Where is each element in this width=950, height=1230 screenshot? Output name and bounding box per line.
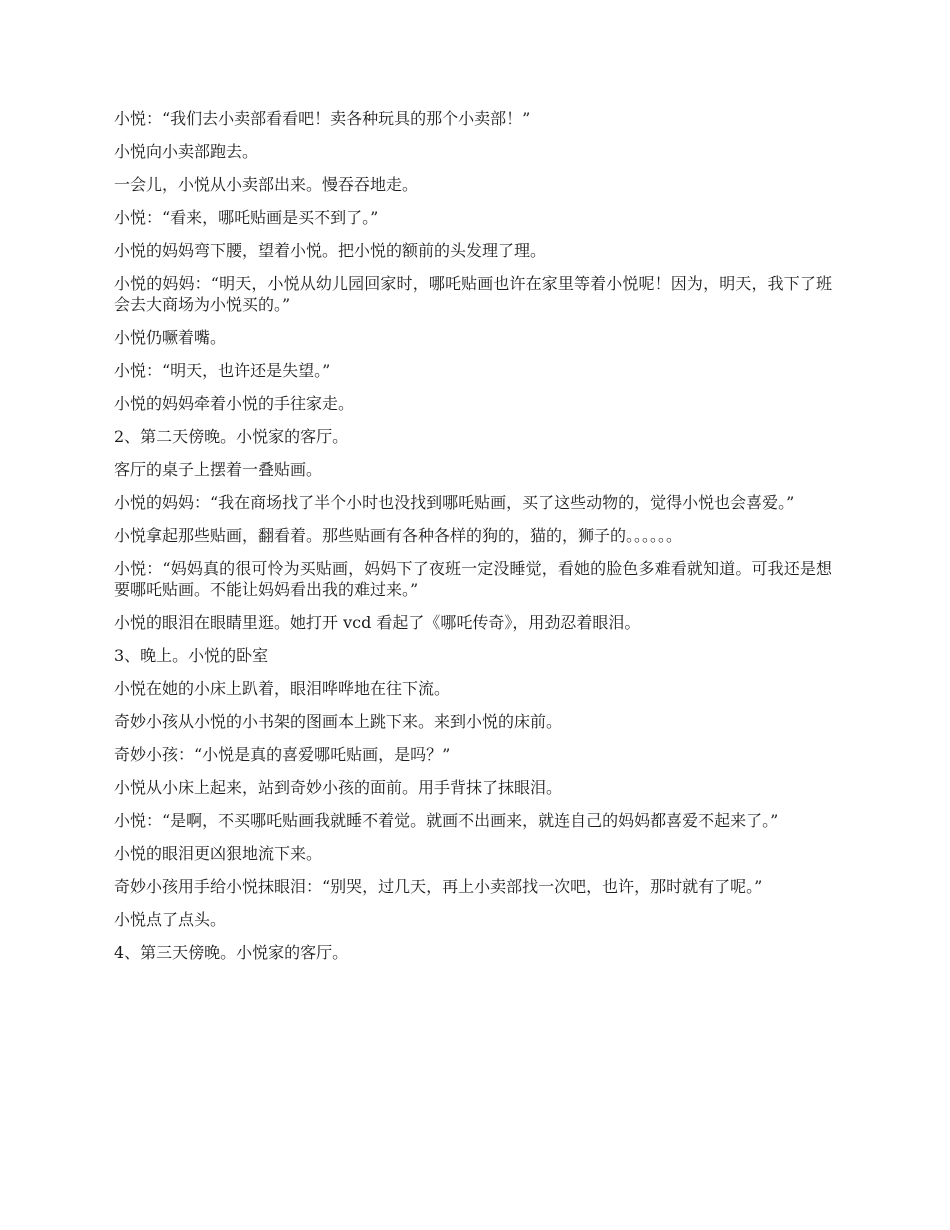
paragraph: 小悦的妈妈弯下腰，望着小悦。把小悦的额前的头发理了理。: [114, 241, 547, 260]
document-body: [114, 108, 832, 975]
paragraph: 小悦在她的小床上趴着，眼泪哗哗地在往下流。: [114, 679, 451, 698]
paragraph: 小悦：“妈妈真的很可怜为买贴画，妈妈下了夜班一定没睡觉，看她的脸色多难看就知道。可我还是想要哪吒贴画。不能让妈妈看出我的难过来。”: [114, 559, 832, 599]
paragraph: 小悦：“看来，哪吒贴画是买不到了。”: [114, 208, 379, 227]
paragraph: 一会儿，小悦从小卖部出来。慢吞吞地走。: [114, 175, 419, 194]
section-heading: 3、晚上。小悦的卧室: [114, 646, 269, 665]
paragraph: 奇妙小孩用手给小悦抹眼泪：“别哭，过几天，再上小卖部找一次吧，也许，那时就有了呢。”: [114, 877, 763, 896]
paragraph: 小悦：“我们去小卖部看看吧！卖各种玩具的那个小卖部！”: [114, 109, 531, 128]
paragraph: 小悦向小卖部跑去。: [114, 142, 259, 161]
paragraph: 奇妙小孩：“小悦是真的喜爱哪吒贴画，是吗？”: [114, 745, 451, 764]
paragraph: 小悦从小床上起来，站到奇妙小孩的面前。用手背抹了抹眼泪。: [114, 778, 563, 797]
paragraph: 小悦：“是啊，不买哪吒贴画我就睡不着觉。就画不出画来，就连自己的妈妈都喜爱不起来了。”: [114, 811, 779, 830]
paragraph: 小悦的妈妈：“我在商场找了半个小时也没找到哪吒贴画，买了这些动物的，觉得小悦也会喜爱。”: [114, 493, 795, 512]
paragraph: 小悦仍噘着嘴。: [114, 328, 227, 347]
paragraph: 小悦：“明天，也许还是失望。”: [114, 361, 331, 380]
section-heading: 2、第二天傍晚。小悦家的客厅。: [114, 427, 349, 446]
paragraph: 客厅的桌子上摆着一叠贴画。: [114, 460, 323, 479]
paragraph: 奇妙小孩从小悦的小书架的图画本上跳下来。来到小悦的床前。: [114, 712, 563, 731]
paragraph: 小悦点了点头。: [114, 910, 227, 929]
paragraph: 小悦的妈妈：“明天，小悦从幼儿园回家时，哪吒贴画也许在家里等着小悦呢！因为，明天，我下了班会去大商场为小悦买的。”: [114, 274, 832, 314]
paragraph: 小悦拿起那些贴画，翻看着。那些贴画有各种各样的狗的，猫的，狮子的。。。。。。: [114, 526, 683, 545]
paragraph: 小悦的妈妈牵着小悦的手往家走。: [114, 394, 355, 413]
paragraph: 小悦的眼泪更凶狠地流下来。: [114, 844, 323, 863]
section-heading: 4、第三天傍晚。小悦家的客厅。: [114, 943, 349, 962]
paragraph: 小悦的眼泪在眼睛里逛。她打开 vcd 看起了《哪吒传奇》，用劲忍着眼泪。: [114, 613, 641, 632]
